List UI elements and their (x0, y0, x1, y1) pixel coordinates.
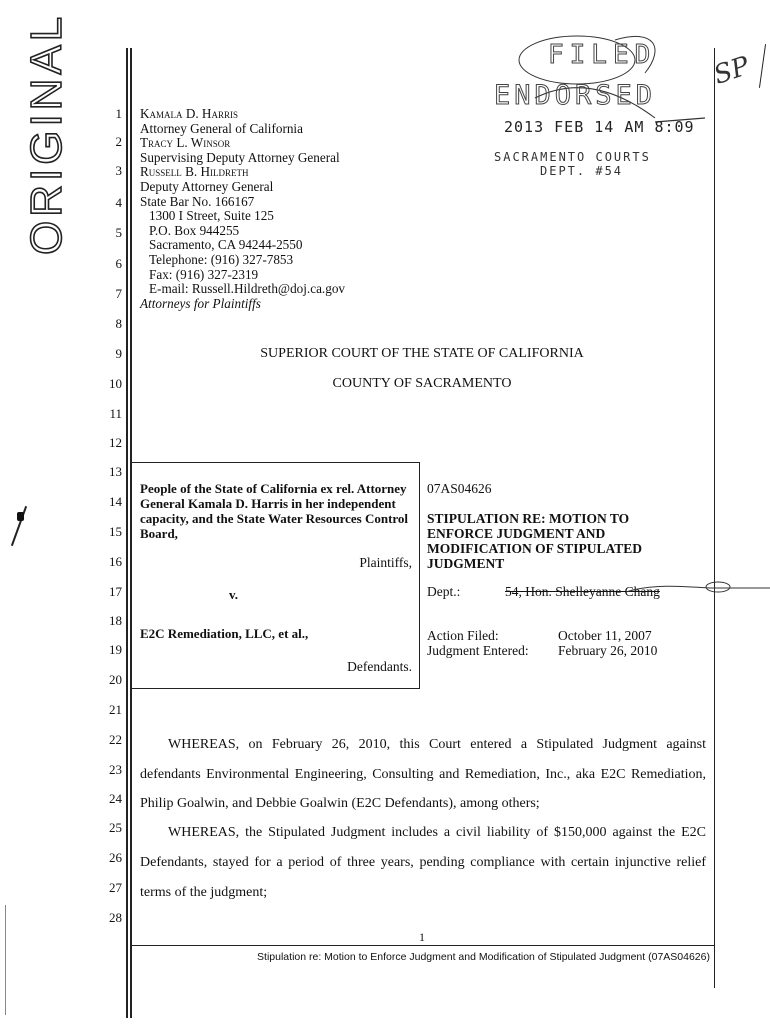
stamp-court: SACRAMENTO COURTS (494, 150, 651, 164)
caption-plaintiff: People of the State of California ex rel. Attorney General Kamala D. Harris in her independent capacity, and the State Water Resources Control Board, (140, 481, 409, 541)
dept-scribble (620, 578, 770, 600)
line-number: 16 (109, 554, 122, 569)
caption-defendant: E2C Remediation, LLC, et al., (140, 626, 309, 641)
stamp-filed: FILED (548, 40, 657, 70)
line-number: 14 (109, 494, 122, 509)
line-number: 3 (115, 163, 122, 178)
line-number: 23 (109, 762, 122, 777)
line-number: 12 (109, 435, 122, 450)
line-number: 17 (109, 584, 122, 599)
stamp-date-time: 2013 FEB 14 AM 8:09 (504, 118, 695, 136)
left-rule-1 (126, 48, 128, 1018)
margin-mark-dot (17, 512, 24, 521)
dept-judge-struck: 54, Hon. Shelleyanne Chang (505, 584, 660, 599)
state-bar-number: State Bar No. 166167 (140, 193, 255, 209)
line-number: 10 (109, 376, 122, 391)
line-number: 9 (115, 346, 122, 361)
corner-initials: SP (710, 51, 754, 91)
body-line: WHEREAS, the Stipulated Judgment includes a civil liability of $150,000 against the E2C (168, 825, 706, 840)
stamp-scribble (505, 18, 715, 128)
line-number: 22 (109, 732, 122, 747)
page-number: 1 (419, 930, 425, 944)
body-line: defendants Environmental Engineering, Consulting and Remediation, Inc., aka E2C Remediation, (140, 767, 706, 782)
footer-text: Stipulation re: Motion to Enforce Judgment and Modification of Stipulated Judgment (07AS04626) (257, 951, 710, 963)
attorney-title: Supervising Deputy Attorney General (140, 149, 340, 165)
body-line: Defendants, stayed for a period of three years, pending compliance with certain injunctive relief (140, 855, 706, 870)
line-number: 27 (109, 880, 122, 895)
line-number: 25 (109, 820, 122, 835)
judgment-entered-date: February 26, 2010 (558, 643, 658, 658)
attorney-name: Russell B. Hildreth (140, 164, 249, 180)
line-number: 7 (115, 286, 122, 301)
caption-plaintiff-label: Plaintiffs, (359, 555, 412, 570)
court-name: SUPERIOR COURT OF THE STATE OF CALIFORNIA (260, 346, 584, 361)
right-rule (714, 48, 715, 988)
action-filed-date: October 11, 2007 (558, 628, 652, 643)
stamp-dept: DEPT. #54 (540, 164, 624, 178)
body-line: terms of the judgment; (140, 885, 268, 900)
attorney-title: Attorney General of California (140, 120, 303, 136)
line-number: 8 (115, 316, 122, 331)
line-number: 13 (109, 464, 122, 479)
line-number: 5 (115, 225, 122, 240)
line-number: 15 (109, 524, 122, 539)
caption-versus: v. (229, 587, 239, 602)
body-line: Philip Goalwin, and Debbie Goalwin (E2C Defendants), among others; (140, 796, 540, 811)
line-number: 1 (115, 106, 122, 121)
attorney-name: Tracy L. Winsor (140, 135, 231, 151)
footer-rule (131, 945, 714, 946)
stamp-endorsed: ENDORSED (494, 80, 657, 111)
address-line: P.O. Box 944255 (149, 222, 240, 238)
action-filed-label: Action Filed: (427, 628, 499, 643)
line-number: 2 (115, 134, 122, 149)
attorney-role: Attorneys for Plaintiffs (140, 295, 261, 311)
line-number: 21 (109, 702, 122, 717)
attorney-block (140, 107, 480, 311)
fax: Fax: (916) 327-2319 (149, 266, 259, 282)
line-number: 4 (115, 195, 122, 210)
line-number: 19 (109, 642, 122, 657)
line-number: 24 (109, 791, 122, 806)
line-number: 26 (109, 850, 122, 865)
attorney-title: Deputy Attorney General (140, 178, 274, 194)
caption-defendant-label: Defendants. (347, 659, 412, 674)
line-number: 11 (109, 406, 122, 421)
address-line: 1300 I Street, Suite 125 (149, 208, 274, 224)
judgment-entered-label: Judgment Entered: (427, 643, 529, 658)
line-number: 6 (115, 256, 122, 271)
body-line: WHEREAS, on February 26, 2010, this Court entered a Stipulated Judgment against (168, 737, 706, 752)
attorney-name: Kamala D. Harris (140, 106, 238, 121)
corner-stroke (759, 44, 766, 88)
margin-edge-line (5, 905, 6, 1015)
line-number: 20 (109, 672, 122, 687)
dept-label: Dept.: (427, 584, 461, 599)
case-number: 07AS04626 (427, 481, 492, 496)
address-line: Sacramento, CA 94244-2550 (149, 237, 303, 253)
original-stamp: ORIGINAL (22, 12, 71, 255)
court-county: COUNTY OF SACRAMENTO (332, 376, 512, 391)
line-number: 18 (109, 613, 122, 628)
document-title: STIPULATION RE: MOTION TO ENFORCE JUDGMENT AND MODIFICATION OF STIPULATED JUDGMENT (427, 511, 643, 571)
line-number: 28 (109, 910, 122, 925)
telephone: Telephone: (916) 327-7853 (149, 251, 294, 267)
email: E-mail: Russell.Hildreth@doj.ca.gov (149, 281, 346, 297)
